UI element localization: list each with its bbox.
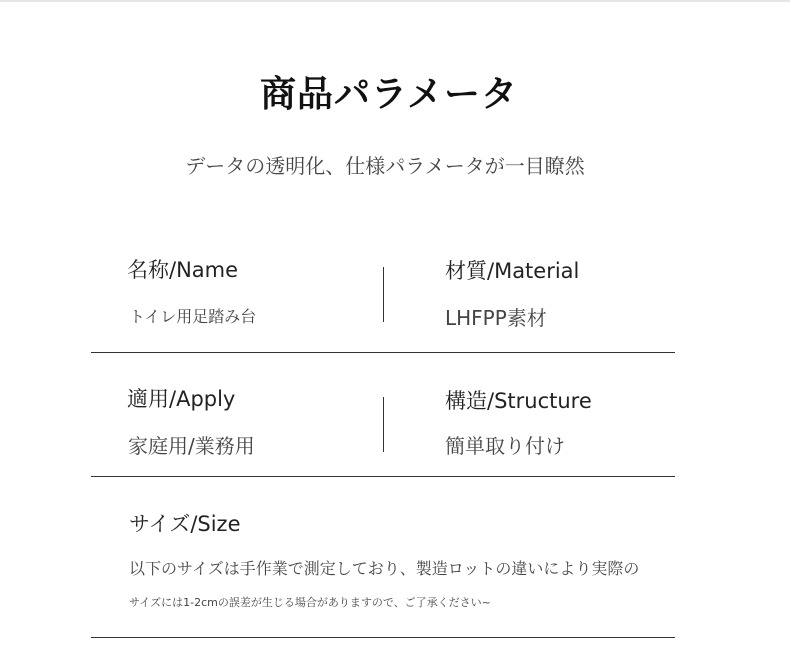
- row2-separator: [91, 476, 675, 477]
- row3-separator: [91, 637, 675, 638]
- name-value: トイレ用足踏み台: [129, 307, 257, 326]
- top-rule: [0, 0, 790, 2]
- row2-divider: [383, 397, 384, 452]
- row1-divider: [383, 267, 384, 322]
- size-description-line2: サイズには1-2cmの誤差が生じる場合がありますので、ご了承ください~: [129, 596, 491, 609]
- material-label: 材質/Material: [445, 259, 580, 283]
- material-value: LHFPP素材: [445, 306, 547, 330]
- structure-label: 構造/Structure: [445, 389, 592, 413]
- row1-separator: [91, 352, 675, 353]
- structure-value: 簡単取り付け: [445, 434, 565, 458]
- size-description-line1: 以下のサイズは手作業で測定しており、製造ロットの違いにより実際の: [129, 559, 640, 578]
- page-title: 商品パラメータ: [260, 74, 518, 115]
- apply-label: 適用/Apply: [127, 387, 236, 411]
- name-label: 名称/Name: [127, 258, 239, 282]
- page-subtitle: データの透明化、仕様パラメータが一目瞭然: [185, 154, 585, 178]
- apply-value: 家庭用/業務用: [128, 434, 255, 458]
- size-label: サイズ/Size: [129, 512, 241, 536]
